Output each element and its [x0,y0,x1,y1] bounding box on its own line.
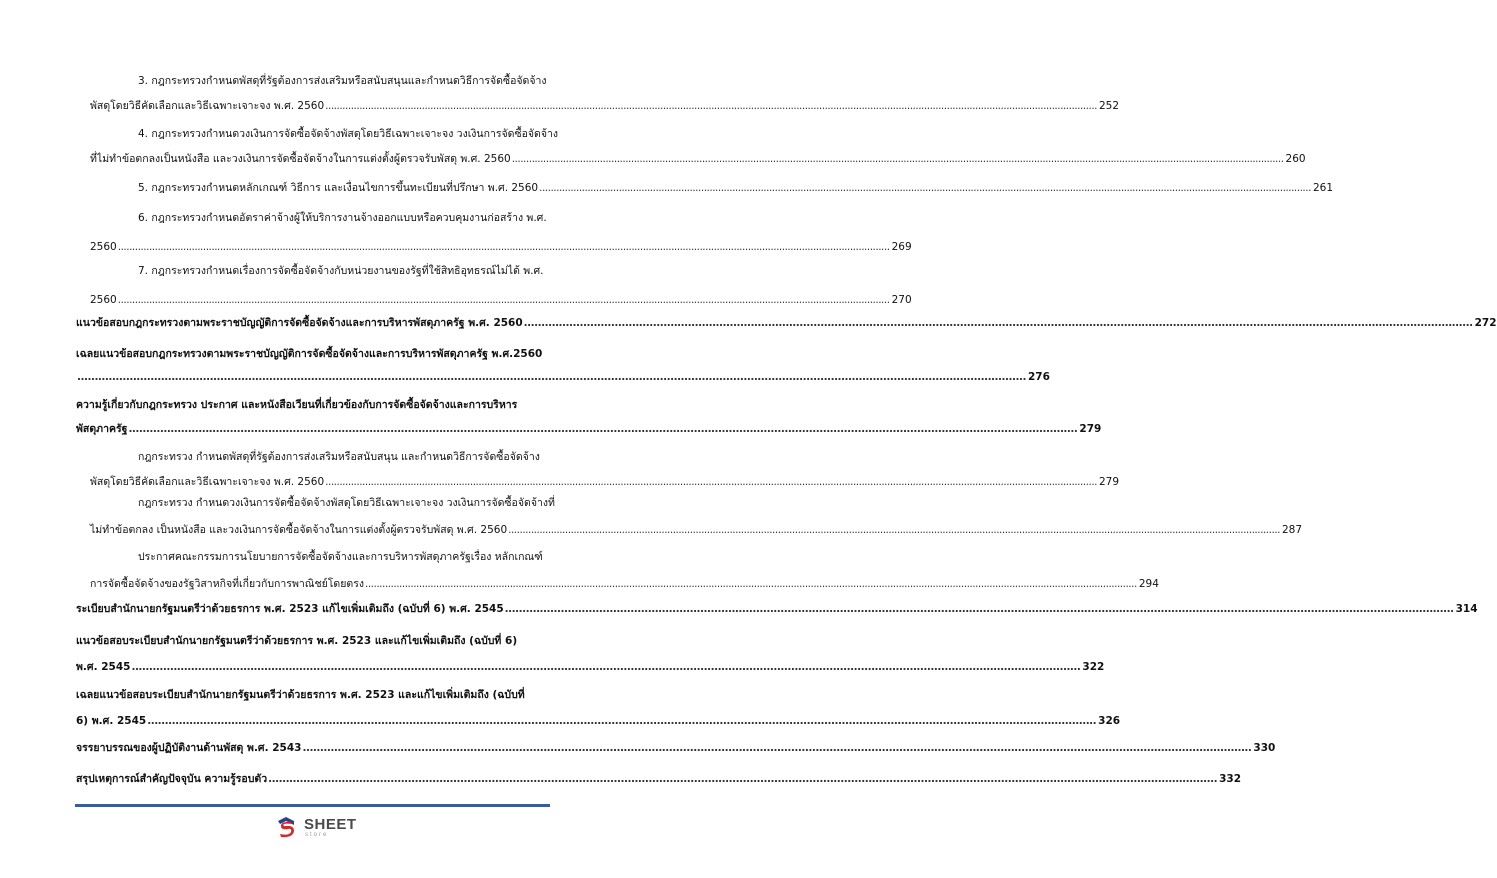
dot-leader [147,714,1096,728]
toc-entry-text: พัสดุโดยวิธีคัดเลือกและวิธีเฉพาะเจาะจง พ.ศ. 2560 [90,476,325,488]
dot-leader [325,99,1097,113]
toc-page-number: 269 [891,241,912,253]
toc-entry-text: กฎกระทรวง กำหนดวงเงินการจัดซื้อจัดจ้างพัสดุโดยวิธีเฉพาะเจาะจง วงเงินการจัดซื้อจัดจ้างที่ [138,497,555,509]
dot-leader [302,741,1251,755]
toc-entry-last-line [76,714,1121,728]
toc-entry-last-line [90,523,1303,537]
dot-leader [131,660,1080,674]
toc-entry-text: 4. กฎกระทรวงกำหนดวงเงินการจัดซื้อจัดจ้างพัสดุโดยวิธีเฉพาะเจาะจง วงเงินการจัดซื้อจัดจ้าง [138,128,559,140]
dot-leader [508,523,1280,537]
sheet-store-logo [274,814,364,840]
toc-page-number: 332 [1219,773,1241,785]
toc-entry-text: พ.ศ. 2545 [76,661,131,673]
dot-leader [118,293,890,307]
toc-entry-last-line [90,152,1306,166]
toc-entry-text: จรรยาบรรณของผู้ปฏิบัติงานด้านพัสดุ พ.ศ. 2543 [76,742,302,754]
toc-entry-last-line [76,741,1276,755]
toc-entry-text: ความรู้เกี่ยวกับกฎกระทรวง ประกาศ และหนังสือเวียนที่เกี่ยวข้องกับการจัดซื้อจัดจ้างและการบริหาร [76,399,518,411]
footer-rule [75,804,550,807]
toc-entry-text: 2560 [90,294,117,306]
dot-leader [365,577,1137,591]
dot-leader [128,422,1077,436]
toc-entry-last-line [90,99,1120,113]
toc-page-number: 330 [1253,742,1276,754]
toc-entry-last-line [76,602,1478,616]
toc-page-number: 261 [1312,182,1333,194]
toc-entry-text: 6. กฎกระทรวงกำหนดอัตราค่าจ้างผู้ให้บริการงานจ้างออกแบบหรือควบคุมงานก่อสร้าง พ.ศ. [138,212,547,224]
toc-entry-text: 5. กฎกระทรวงกำหนดหลักเกณฑ์ วิธีการ และเงื่อนไขการขึ้นทะเบียนที่ปรึกษา พ.ศ. 2560 [138,182,539,194]
toc-entry-text: 2560 [90,241,117,253]
logo-wordmark: SHEET [304,816,357,833]
toc-entry-last-line [90,577,1159,591]
toc-entry-text: สรุปเหตุการณ์สำคัญปัจจุบัน ความรู้รอบตัว [76,773,268,785]
toc-entry-text: แนวข้อสอบระเบียบสำนักนายกรัฐมนตรีว่าด้วยธรการ พ.ศ. 2523 และแก้ไขเพิ่มเติมถึง (ฉบับที่ 6) [76,635,518,647]
toc-entry-text: 3. กฎกระทรวงกำหนดพัสดุที่รัฐต้องการส่งเสริมหรือสนับสนุนและกำหนดวิธีการจัดซื้อจัดจ้าง [138,75,547,87]
toc-page-number: 272 [1474,317,1497,329]
toc-page-number: 279 [1099,476,1120,488]
toc-entry-last-line [90,240,912,254]
toc-page-number: 276 [1027,371,1050,383]
toc-page-number: 252 [1099,100,1120,112]
dot-leader [325,475,1097,489]
toc-entry-text: ประกาศคณะกรรมการนโยบายการจัดซื้อจัดจ้างและการบริหารพัสดุภาครัฐเรื่อง หลักเกณฑ์ [138,551,543,563]
toc-entry-text: การจัดซื้อจัดจ้างของรัฐวิสาหกิจที่เกี่ยวกับการพาณิชย์โดยตรง [90,578,364,590]
toc-entry-last-line [76,772,1241,786]
toc-entry-last-line [90,475,1120,489]
dot-leader [539,181,1311,195]
toc-entry-last-line [76,660,1105,674]
toc-page-number: 322 [1082,661,1105,673]
toc-entry-text: 7. กฎกระทรวงกำหนดเรื่องการจัดซื้อจัดจ้างกับหน่วยงานของรัฐที่ใช้สิทธิอุทธรณ์ไม่ได้ พ.ศ. [138,265,544,277]
toc-entry-last-line [90,293,912,307]
toc-entry-text: พัสดุภาครัฐ [76,423,128,435]
toc-entry-last-line [90,181,1333,195]
toc-entry-text: พัสดุโดยวิธีคัดเลือกและวิธีเฉพาะเจาะจง พ.ศ. 2560 [90,100,325,112]
dot-leader [505,602,1454,616]
dot-leader [524,316,1473,330]
toc-entry-text: แนวข้อสอบกฎกระทรวงตามพระราชบัญญัติการจัดซื้อจัดจ้างและการบริหารพัสดุภาครัฐ พ.ศ. 2560 [76,317,523,329]
toc-entry-text: ที่ไม่ทำข้อตกลงเป็นหนังสือ และวงเงินการจัดซื้อจัดจ้างในการแต่งตั้งผู้ตรวจรับพัสดุ พ.ศ. 2560 [90,153,511,165]
toc-entry-text: เฉลยแนวข้อสอบกฎกระทรวงตามพระราชบัญญัติการจัดซื้อจัดจ้างและการบริหารพัสดุภาครัฐ พ.ศ.2560 [76,348,543,360]
dot-leader [118,240,890,254]
toc-page-number: 326 [1098,715,1121,727]
toc-entry-last-line [76,422,1102,436]
toc-entry-text: ระเบียบสำนักนายกรัฐมนตรีว่าด้วยธรการ พ.ศ. 2523 แก้ไขเพิ่มเติมถึง (ฉบับที่ 6) พ.ศ. 2545 [76,603,504,615]
dot-leader [77,370,1026,384]
logo-subtext: store [305,832,329,838]
toc-entry-last-line [76,316,1497,330]
toc-entry-last-line [76,370,1050,384]
toc-page-number: 279 [1079,423,1102,435]
toc-entry-text: เฉลยแนวข้อสอบระเบียบสำนักนายกรัฐมนตรีว่าด้วยธรการ พ.ศ. 2523 และแก้ไขเพิ่มเติมถึง (ฉบับที่ [76,689,525,701]
toc-page-number: 260 [1285,153,1306,165]
toc-entry-text: 6) พ.ศ. 2545 [76,715,147,727]
toc-entry-text: กฎกระทรวง กำหนดพัสดุที่รัฐต้องการส่งเสริมหรือสนับสนุน และกำหนดวิธีการจัดซื้อจัดจ้าง [138,451,540,463]
toc-page-number: 270 [891,294,912,306]
toc-page-number: 314 [1455,603,1478,615]
toc-page-number: 294 [1138,578,1159,590]
dot-leader [512,152,1284,166]
dot-leader [268,772,1217,786]
toc-entry-text: ไม่ทำข้อตกลง เป็นหนังสือ และวงเงินการจัดซื้อจัดจ้างในการแต่งตั้งผู้ตรวจรับพัสดุ พ.ศ. 2560 [90,524,508,536]
toc-page-number: 287 [1281,524,1303,536]
sheet-store-logo-icon [274,815,298,839]
